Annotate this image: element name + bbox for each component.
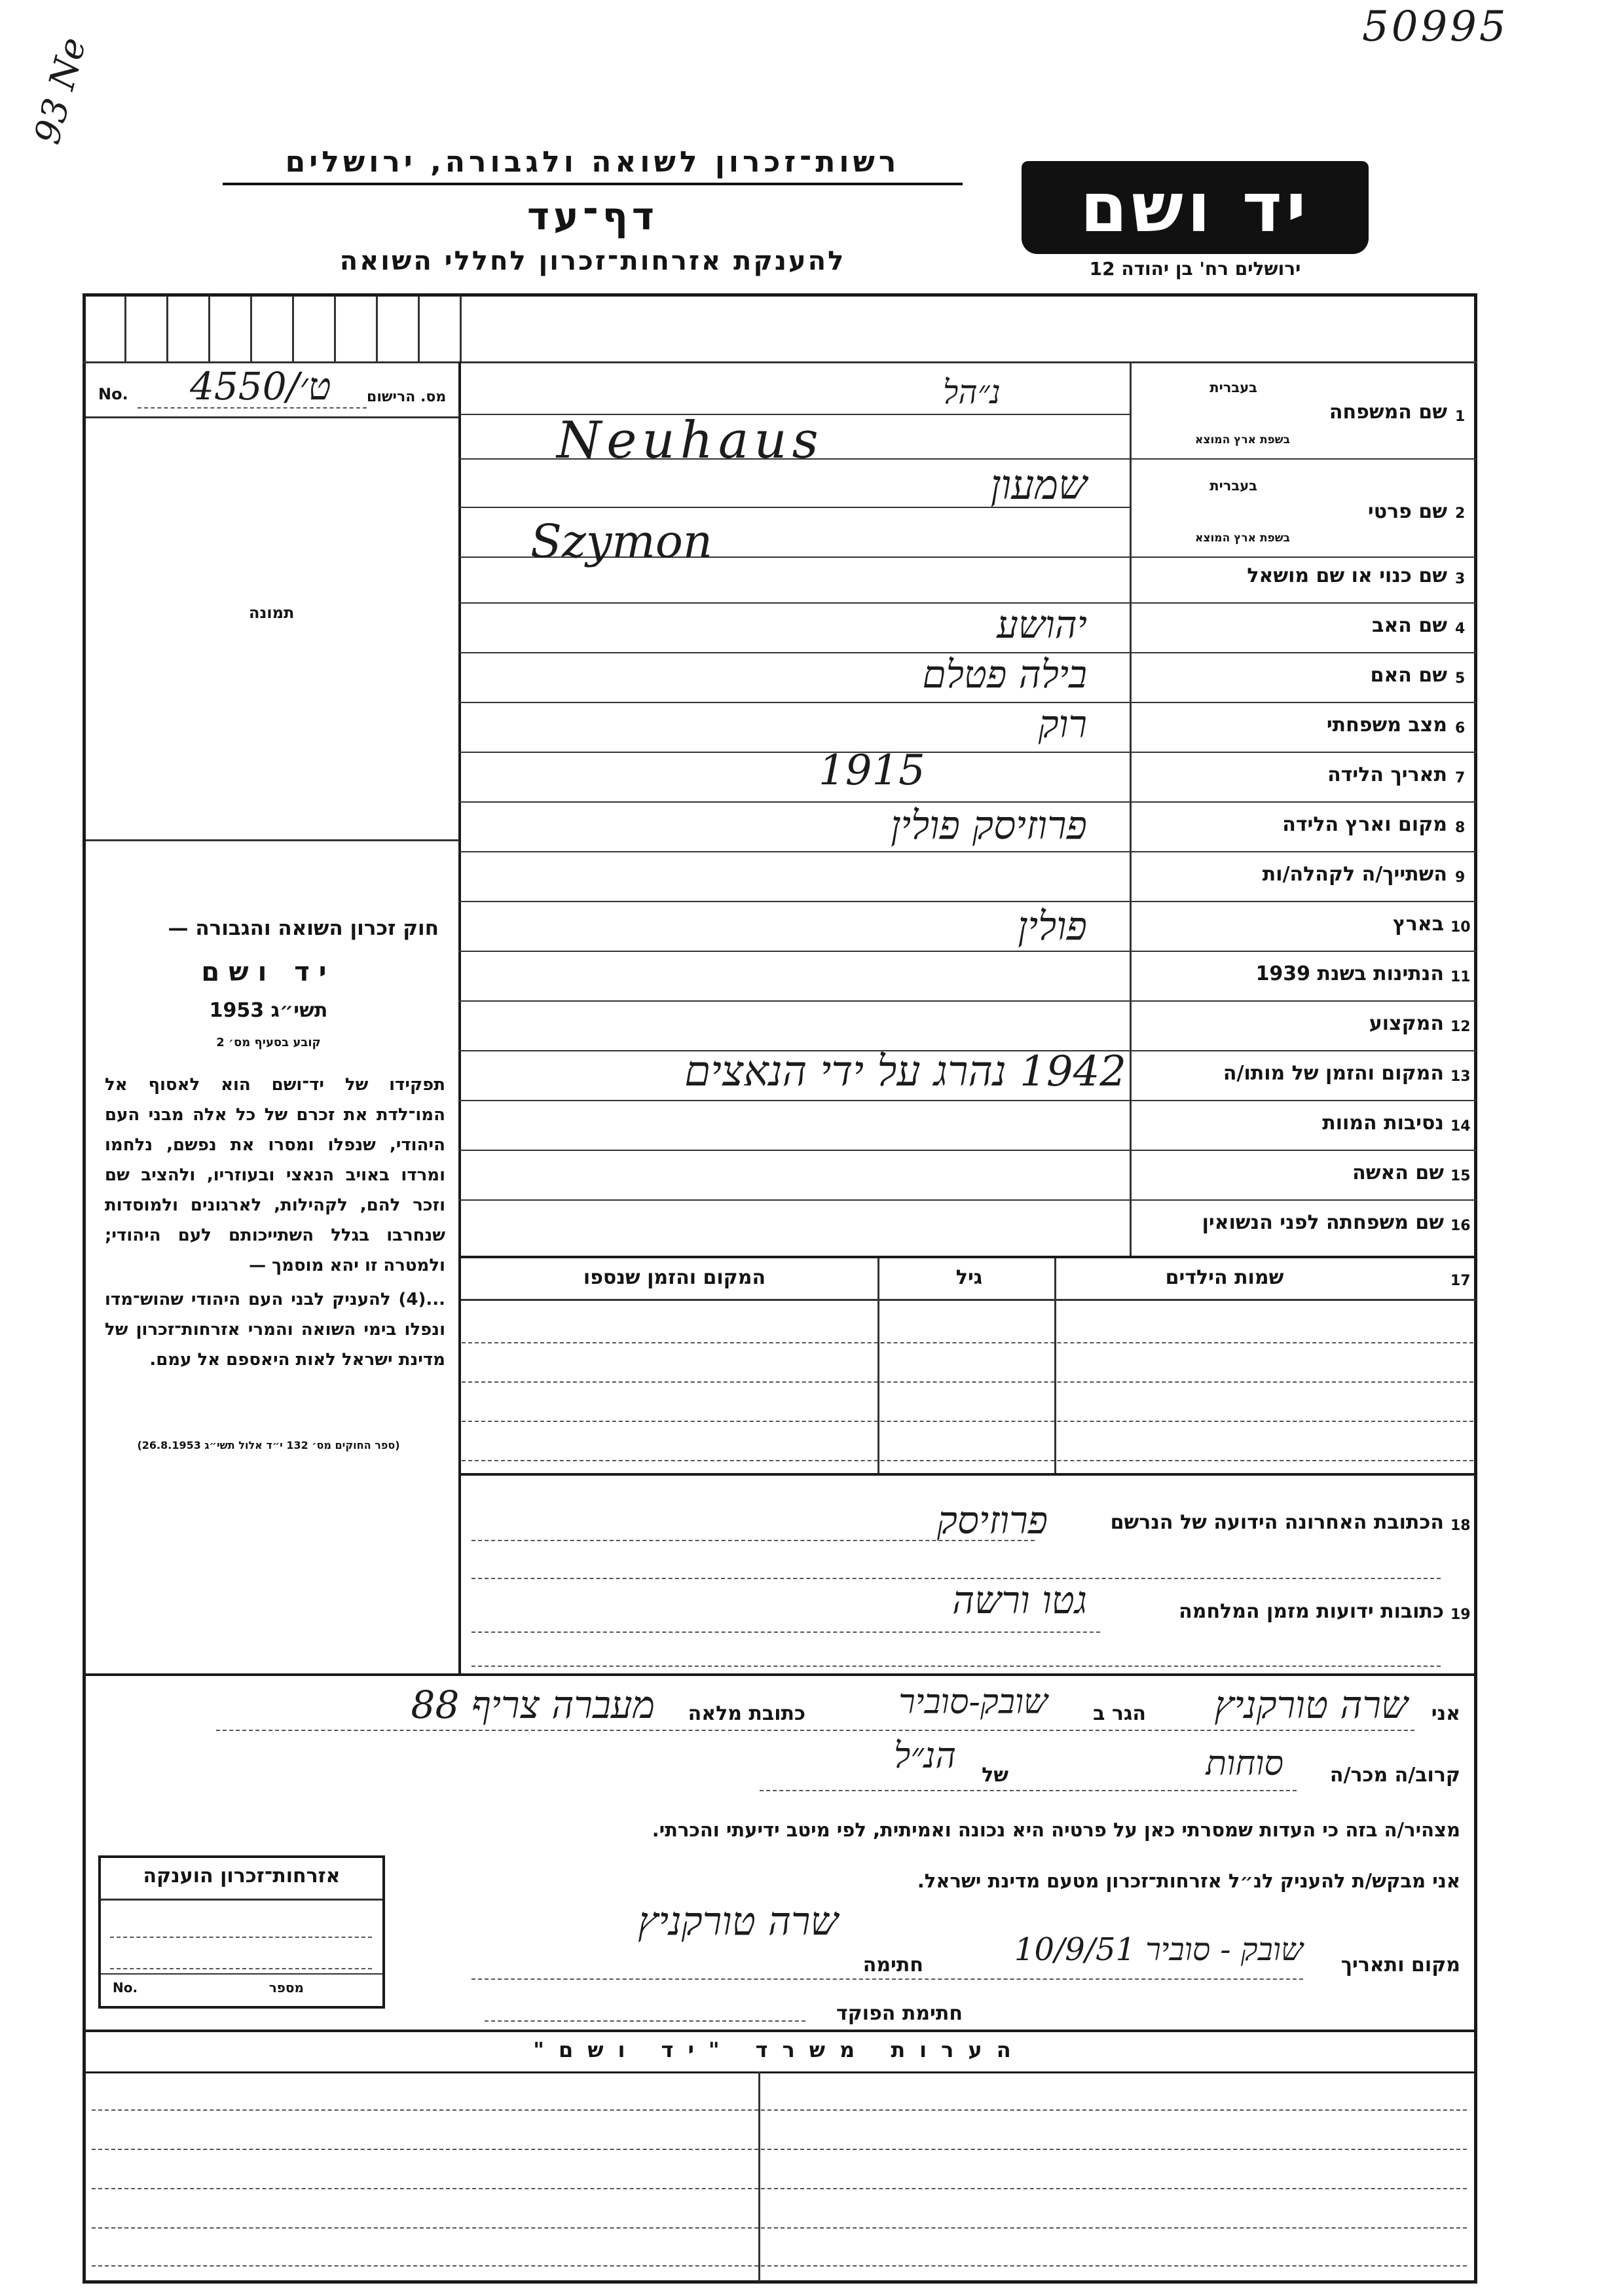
ticket-row-line bbox=[83, 361, 1477, 363]
frame-right bbox=[1474, 293, 1477, 2284]
frame-bottom bbox=[83, 2280, 1477, 2284]
law-title: חוק זכרון השואה והגבורה — bbox=[168, 917, 439, 940]
frame-left bbox=[83, 293, 86, 2284]
field-value-country: פולין bbox=[1018, 903, 1087, 949]
declaration-of-value: הנ״ל bbox=[894, 1735, 956, 1776]
field-label-country: בארץ bbox=[1392, 913, 1444, 936]
citizenship-box-number-label: מספר bbox=[268, 1980, 304, 1995]
registration-number: 4550/ט׳ bbox=[190, 364, 331, 409]
field-num-8: 8 bbox=[1455, 820, 1466, 836]
declaration-full-address: כתובת מלאה bbox=[688, 1702, 805, 1725]
label-column-divider bbox=[1130, 361, 1132, 1258]
law-year: תשי״ג 1953 bbox=[209, 999, 328, 1022]
field-note-origin-2: בשפת ארץ המוצא bbox=[1194, 532, 1290, 545]
field-value-first-name-hebrew: שמעון bbox=[990, 461, 1087, 509]
field-value-first-name-origin: Szymon bbox=[530, 515, 712, 568]
field-value-mother-name: בילה פטלם bbox=[922, 652, 1087, 697]
registration-no-label: No. bbox=[98, 385, 128, 403]
field-note-origin-1: בשפת ארץ המוצא bbox=[1194, 433, 1290, 446]
field-label-citizenship-1939: הנתינות בשנת 1939 bbox=[1255, 962, 1444, 985]
declaration-relation: סוחות bbox=[1206, 1744, 1283, 1783]
field-value-death-place-time: 1942 נהרג על ידי הנאצים bbox=[684, 1048, 1126, 1096]
field-num-6: 6 bbox=[1455, 720, 1466, 737]
form-subtitle: להענקת אזרחות־זכרון לחללי השואה bbox=[339, 246, 846, 276]
field-num-1: 1 bbox=[1455, 409, 1466, 425]
field-label-last-address: הכתובת האחרונה הידועה של הנרשם bbox=[1110, 1511, 1444, 1534]
field-label-wife-name: שם האשה bbox=[1352, 1161, 1444, 1184]
field-label-profession: המקצוע bbox=[1369, 1012, 1444, 1035]
field-value-war-addresses: גטו ורשה bbox=[952, 1578, 1087, 1622]
field-num-19: 19 bbox=[1450, 1607, 1471, 1623]
photo-box-bottom bbox=[86, 839, 459, 841]
field-note-hebrew-1: בעברית bbox=[1209, 380, 1257, 395]
field-label-community: השתייך/ה לקהלה/ות bbox=[1262, 863, 1447, 886]
field-num-17: 17 bbox=[1450, 1273, 1471, 1289]
registration-label: מס. הרישום bbox=[367, 389, 447, 405]
field-num-7: 7 bbox=[1455, 770, 1466, 786]
logo-text: יד ושם bbox=[1080, 168, 1310, 247]
field-label-first-name: שם פרטי bbox=[1367, 500, 1447, 523]
authority-title: רשות־זכרון לשואה ולגבורה, ירושלים bbox=[223, 145, 963, 185]
initials: נ״הל bbox=[943, 373, 1001, 411]
declarant-address: מעברה צריף 88 bbox=[411, 1683, 655, 1727]
place-date-label: מקום ותאריך bbox=[1340, 1954, 1460, 1977]
citizenship-box-no: No. bbox=[113, 1980, 138, 1995]
citizenship-box bbox=[98, 1855, 385, 2009]
field-value-father-name: יהושע bbox=[997, 602, 1087, 647]
law-paragraph-1: תפקידו של יד־ושם הוא לאסוף אל המו־לדת את זכרם של כל אלה מבני העם היהודי, שנפלו ומסרו את נפשם, נלחמו ומרדו באויב הנאצי ובעוזריו, ולהציב שם וזכר להם, לקהילות, לארגונים ולמוסדות שנחרבו בגלל השתייכותם לעם היהודי; ולמטרה זו יהא מוסמך — bbox=[105, 1075, 445, 1275]
citizenship-box-title: אזרחות־זכרון הוענקה bbox=[143, 1865, 341, 1887]
field-value-birth-place: פרוזיסק פולין bbox=[891, 803, 1087, 848]
declaration-ani: אני bbox=[1431, 1702, 1460, 1725]
institution-address: ירושלים רח' בן יהודה 12 bbox=[1089, 258, 1301, 280]
field-label-mother-name: שם האם bbox=[1370, 664, 1447, 687]
office-notes-title: הערות משרד "יד ושם" bbox=[533, 2037, 1025, 2062]
field-label-nickname: שם כנוי או שם מושאל bbox=[1247, 564, 1447, 587]
place-date-value: שובק - סוביר 10/9/51 bbox=[1014, 1931, 1303, 1968]
field-label-father-name: שם האב bbox=[1372, 614, 1447, 637]
declaration-statement-2: אני מבקש/ת להעניק לנ״ל אזרחות־זכרון מטעם מדינת ישראל. bbox=[917, 1870, 1460, 1892]
field-value-family-name: Neuhaus bbox=[557, 411, 824, 470]
field-label-marital-status: מצב משפחתי bbox=[1326, 714, 1447, 737]
corner-handwritten-mark: 93 Ne bbox=[26, 33, 94, 149]
field-label-birth-place: מקום וארץ הלידה bbox=[1282, 813, 1447, 836]
field-num-2: 2 bbox=[1455, 505, 1466, 522]
left-column-divider bbox=[458, 361, 461, 1258]
photo-label: תמונה bbox=[249, 604, 295, 622]
law-footer: (ספר החוקים מס׳ 132 י״ד אלול תשי״ג 26.8.1953) bbox=[137, 1439, 400, 1451]
declaration-statement-1: מצהיר/ה בזה כי העדות שמסרתי כאן על פרטיה היא נכונה ואמיתית, לפי מיטב ידיעתי והכרתי. bbox=[652, 1819, 1460, 1841]
law-note: קובע בסעיף מס׳ 2 bbox=[216, 1036, 321, 1049]
field-num-18: 18 bbox=[1450, 1518, 1471, 1534]
field-num-12: 12 bbox=[1450, 1019, 1471, 1035]
field-num-13: 13 bbox=[1450, 1068, 1471, 1085]
field-num-14: 14 bbox=[1450, 1118, 1471, 1135]
field-num-9: 9 bbox=[1455, 869, 1466, 886]
form-title: דף־עד bbox=[526, 194, 659, 238]
children-col-names: שמות הילדים bbox=[1165, 1266, 1284, 1289]
field-num-4: 4 bbox=[1455, 621, 1466, 637]
field-label-death-place-time: המקום והזמן של מותו/ה bbox=[1223, 1062, 1444, 1085]
law-name: יד ושם bbox=[201, 957, 336, 987]
signature-value: שרה טורקניץ bbox=[638, 1899, 838, 1944]
yad-vashem-logo bbox=[1022, 161, 1369, 254]
declaration-of: של bbox=[982, 1764, 1008, 1787]
field-value-last-address: פרוזיסק bbox=[936, 1498, 1048, 1542]
field-num-16: 16 bbox=[1450, 1218, 1471, 1234]
field-label-death-circumstances: נסיבות המוות bbox=[1322, 1112, 1444, 1135]
field-num-10: 10 bbox=[1450, 919, 1471, 936]
declaration-residing: הגר ב bbox=[1093, 1702, 1146, 1725]
law-paragraph-2: ...(4) להעניק לבני העם היהודי שהוש־מדו ונפלו בימי השואה והמרי אזרחות־זכרון של מדינת ישראל לאות היאספם אל עמם. bbox=[105, 1290, 445, 1370]
field-label-wife-maiden-name: שם משפחתה לפני הנשואין bbox=[1202, 1211, 1444, 1234]
children-col-place: המקום והזמן שנספו bbox=[583, 1266, 766, 1289]
declarant-city: שובק-סוביר bbox=[898, 1683, 1048, 1722]
field-label-family-name: שם המשפחה bbox=[1329, 401, 1447, 424]
officer-signature-label: חתימת הפוקד bbox=[836, 2002, 963, 2025]
field-label-birth-date: תאריך הלידה bbox=[1327, 763, 1447, 786]
children-col-age: גיל bbox=[955, 1266, 983, 1289]
field-label-war-addresses: כתובות ידועות מזמן המלחמה bbox=[1179, 1600, 1444, 1623]
field-value-birth-date: 1915 bbox=[819, 746, 925, 795]
declaration-relative: קרוב/ה מכר/ה bbox=[1329, 1764, 1460, 1787]
field-note-hebrew-2: בעברית bbox=[1209, 478, 1257, 494]
field-value-marital-status: רוק bbox=[1038, 702, 1087, 746]
field-num-3: 3 bbox=[1455, 571, 1466, 587]
field-num-15: 15 bbox=[1450, 1168, 1471, 1184]
declarant-name: שרה טורקניץ bbox=[1214, 1683, 1408, 1727]
archive-stamp-number: 50995 bbox=[1362, 3, 1509, 51]
signature-label: חתימה bbox=[862, 1954, 923, 1977]
field-num-5: 5 bbox=[1455, 670, 1466, 687]
field-num-11: 11 bbox=[1450, 969, 1471, 985]
